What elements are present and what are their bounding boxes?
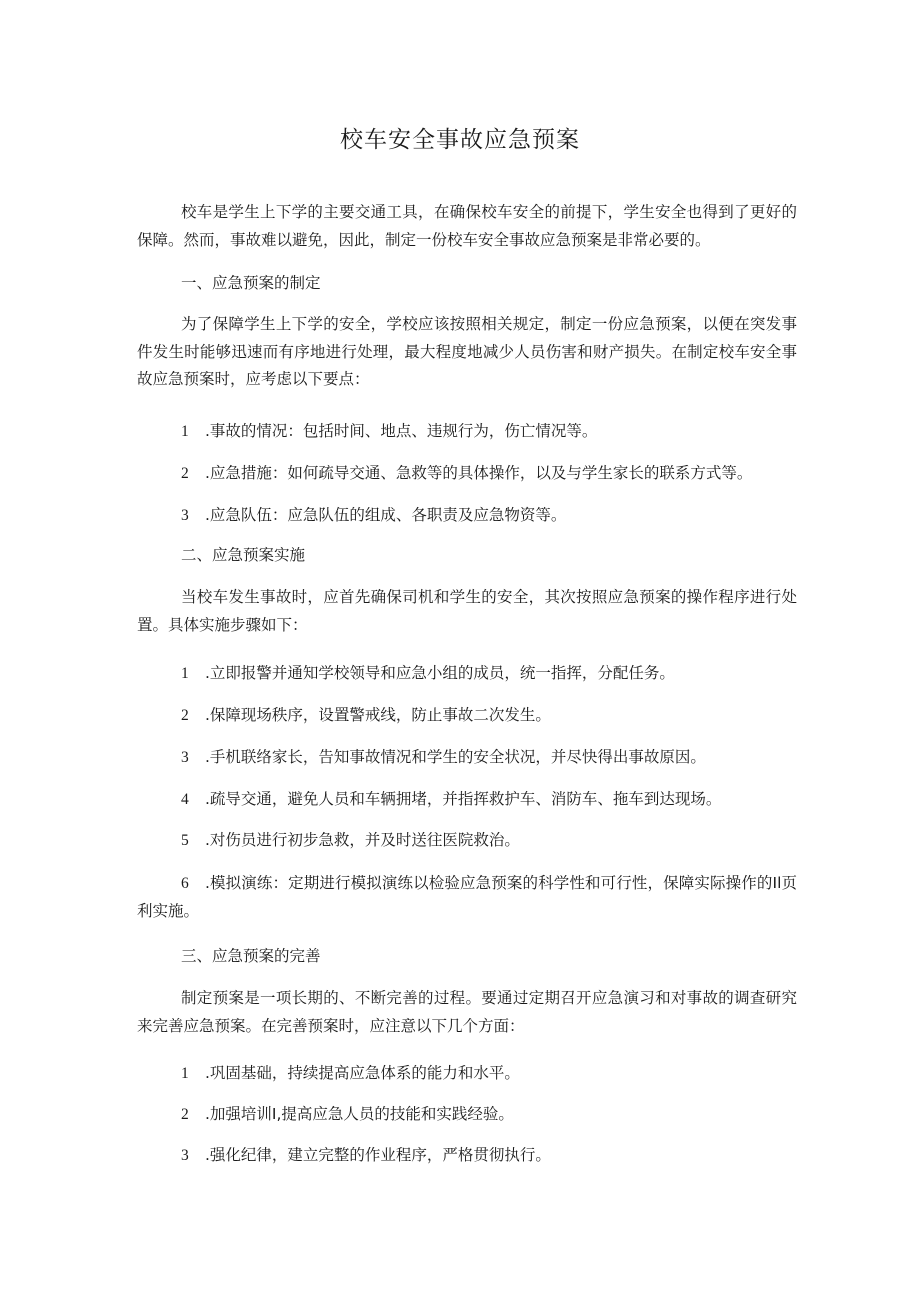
list-item-number: 6 xyxy=(181,875,189,892)
document-title: 校车安全事故应急预案 xyxy=(340,127,580,153)
list-item-number: 2 xyxy=(181,1106,189,1123)
list-item-number: 3 xyxy=(181,1147,189,1164)
list-item-text: .巩固基础，持续提高应急体系的能力和水平。 xyxy=(205,1064,520,1082)
list-item xyxy=(181,746,801,769)
list-item-text: .疏导交通，避免人员和车辆拥堵，并指挥救护车、消防车、拖车到达现场。 xyxy=(205,790,722,808)
list-item-text: .手机联络家长，告知事故情况和学生的安全状况，并尽快得出事故原因。 xyxy=(205,748,706,766)
list-item xyxy=(181,504,801,527)
list-item xyxy=(137,870,797,925)
list-item xyxy=(181,1062,801,1085)
list-item-text: .事故的情况：包括时间、地点、违规行为，伤亡情况等。 xyxy=(205,422,598,440)
list-item-text: .保障现场秩序，设置警戒线，防止事故二次发生。 xyxy=(205,706,551,724)
section3-heading: 三、应急预案的完善 xyxy=(181,947,321,965)
list-item-number: 4 xyxy=(181,791,189,808)
section2-heading: 二、应急预案实施 xyxy=(181,546,306,564)
list-item-text: .立即报警并通知学校领导和应急小组的成员，统一指挥，分配任务。 xyxy=(205,664,675,682)
list-item-number: 3 xyxy=(181,507,189,524)
list-item xyxy=(181,420,801,443)
list-item-text: .模拟演练：定期进行模拟演练以检验应急预案的科学性和可行性，保障实际操作的Il页利实施。 xyxy=(137,874,797,920)
list-item-number: 2 xyxy=(181,465,189,482)
section3-paragraph: 制定预案是一项长期的、不断完善的过程。要通过定期召开应急演习和对事故的调查研究来完善应急预案。在完善预案时，应注意以下几个方面： xyxy=(137,989,797,1035)
list-item-number: 2 xyxy=(181,707,189,724)
list-item xyxy=(181,704,801,727)
list-item-number: 1 xyxy=(181,1065,189,1082)
list-item-number: 5 xyxy=(181,832,189,849)
list-item-number: 1 xyxy=(181,665,189,682)
list-item xyxy=(181,462,801,485)
intro-paragraph: 校车是学生上下学的主要交通工具，在确保校车安全的前提下，学生安全也得到了更好的保障。然而，事故难以避免，因此，制定一份校车安全事故应急预案是非常必要的。 xyxy=(137,203,797,249)
list-item xyxy=(181,1103,801,1126)
list-item-number: 1 xyxy=(181,423,189,440)
section2-paragraph: 当校车发生事故时，应首先确保司机和学生的安全，其次按照应急预案的操作程序进行处置。具体实施步骤如下： xyxy=(137,588,797,634)
section1-paragraph: 为了保障学生上下学的安全，学校应该按照相关规定，制定一份应急预案，以便在突发事件发生时能够迅速而有序地进行处理，最大程度地减少人员伤害和财产损失。在制定校车安全事故应急预案时，应考虑以下要点： xyxy=(137,315,797,388)
list-item-text: .加强培训I,提高应急人员的技能和实践经验。 xyxy=(205,1105,514,1123)
section1-heading: 一、应急预案的制定 xyxy=(181,274,321,292)
list-item xyxy=(181,662,801,685)
list-item-text: .应急队伍：应急队伍的组成、各职责及应急物资等。 xyxy=(205,506,567,524)
list-item-text: .强化纪律，建立完整的作业程序，严格贯彻执行。 xyxy=(205,1146,551,1164)
list-item-text: .应急措施：如何疏导交通、急救等的具体操作，以及与学生家长的联系方式等。 xyxy=(205,464,753,482)
list-item xyxy=(181,829,801,852)
list-item xyxy=(181,788,801,811)
list-item-text: .对伤员进行初步急救，并及时送往医院救治。 xyxy=(205,831,520,849)
list-item-number: 3 xyxy=(181,749,189,766)
list-item xyxy=(181,1144,801,1167)
